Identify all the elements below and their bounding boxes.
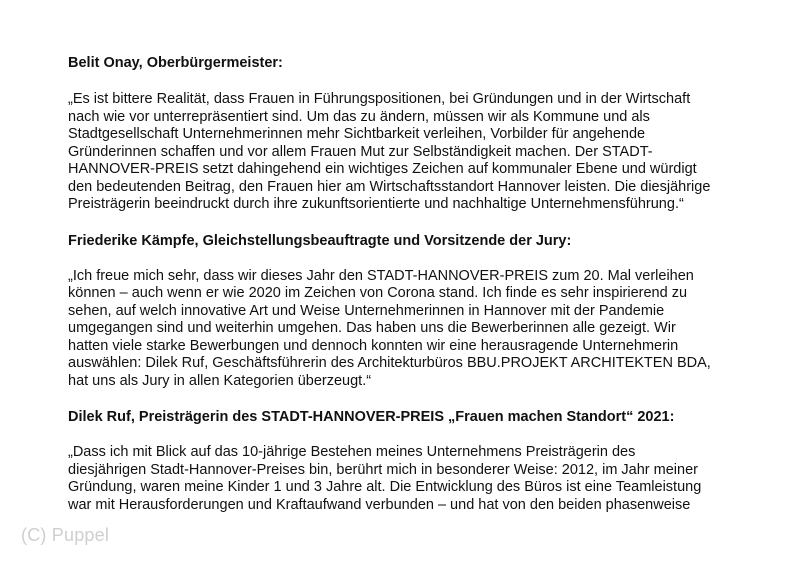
text-line: auswählen: Dilek Ruf, Geschäftsführerin des Architekturbüros BBU.PROJEKT ARCHITEKTEN BDA,	[68, 355, 711, 371]
text-line: war mit Herausforderungen und Kraftaufwand verbunden – und hat von den beiden phasenweise	[68, 496, 691, 513]
text-line: Preisträgerin beeindruckt durch ihre zukunftsorientierte und nachhaltige Unternehmensführung.“	[68, 196, 684, 212]
text-line: Stadtgesellschaft Unternehmerinnen mehr Sichtbarkeit verleihen, Vorbilder für angehende	[68, 126, 646, 142]
text-line: „Dass ich mit Blick auf das 10-jährige Bestehen meines Unternehmens Preisträgerin des	[68, 444, 636, 460]
text-line: können – auch wenn er wie 2020 im Zeichen von Corona stand. Ich finde es sehr inspirierend zu	[68, 285, 688, 301]
text-line: Gründerinnen schaffen und vor allem Frauen Mut zur Selbständigkeit machen. Der STADT-	[68, 143, 653, 160]
section-quote-ruf	[68, 444, 748, 514]
text-line: sehen, auf welch innovative Art und Weise Unternehmerinnen in Hannover mit der Pandemie	[68, 302, 665, 319]
document-page	[68, 55, 748, 514]
text-line: hatten viele starke Bewerbungen und dennoch konnten wir eine herausragende Unternehmerin	[68, 337, 679, 354]
section-quote-kaempfe	[68, 268, 748, 391]
section-quote-onay	[68, 91, 748, 214]
section-heading-kaempfe: Friederike Kämpfe, Gleichstellungsbeauftragte und Vorsitzende der Jury:	[68, 232, 572, 249]
text-line: „Es ist bittere Realität, dass Frauen in Führungspositionen, bei Gründungen und in der Wirtschaft	[68, 91, 691, 107]
copyright-watermark: (C) Puppel	[21, 525, 110, 545]
section-heading-onay: Belit Onay, Oberbürgermeister:	[68, 55, 283, 71]
text-line: hat uns als Jury in allen Kategorien überzeugt.“	[68, 372, 372, 389]
text-line: Gründung, waren meine Kinder 1 und 3 Jahre alt. Die Entwicklung des Büros ist eine Teamleistung	[68, 479, 702, 495]
text-line: umgegangen sind und weiterhin umgehen. Das haben uns die Bewerberinnen alle gezeigt. Wir	[68, 320, 676, 336]
text-line: den bedeutenden Beitrag, den Frauen hier am Wirtschaftsstandort Hannover leisten. Die diesjährige	[68, 178, 711, 195]
text-line: „Ich freue mich sehr, dass wir dieses Jahr den STADT-HANNOVER-PREIS zum 20. Mal verleihen	[68, 267, 694, 284]
text-line: nach wie vor unterrepräsentiert sind. Um das zu ändern, müssen wir als Kommune und als	[68, 108, 650, 125]
text-line: HANNOVER-PREIS setzt dahingehend ein wichtiges Zeichen auf kommunaler Ebene und würdigt	[68, 161, 697, 177]
text-line: diesjährigen Stadt-Hannover-Preises bin, berührt mich in besonderer Weise: 2012, im Jahr meiner	[68, 461, 698, 478]
section-heading-ruf: Dilek Ruf, Preisträgerin des STADT-HANNOVER-PREIS „Frauen machen Standort“ 2021:	[68, 409, 675, 425]
